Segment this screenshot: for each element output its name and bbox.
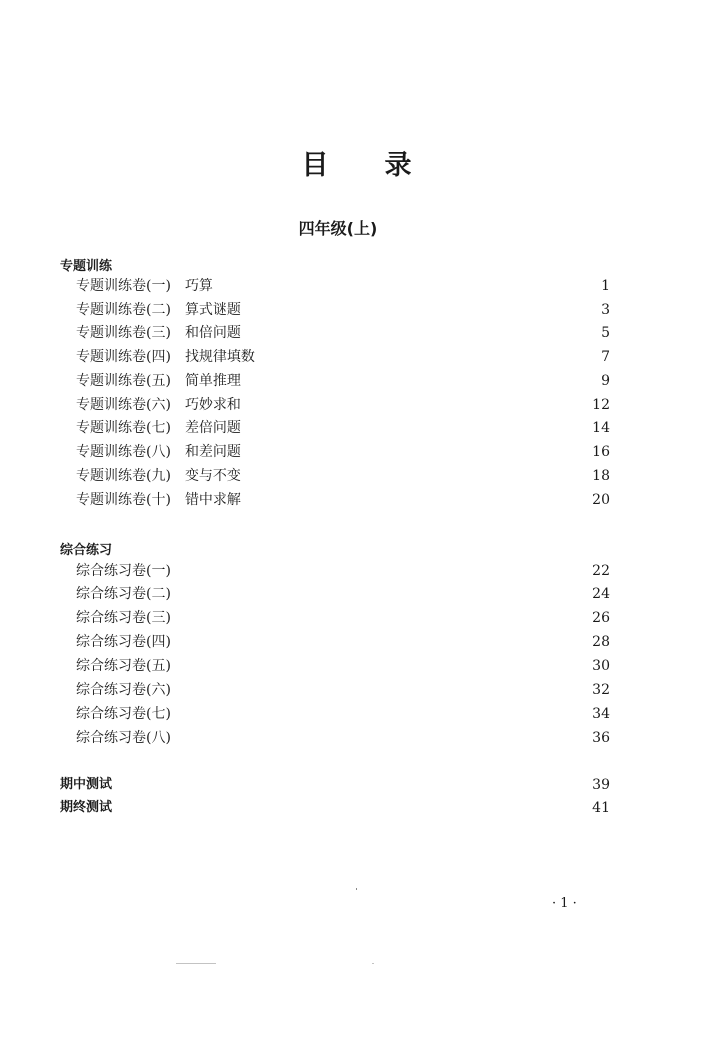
dot-leader (259, 347, 582, 367)
section-heading-comprehensive: 综合练习 (60, 543, 113, 558)
toc-entry-label: 期终测试 (60, 800, 113, 815)
scan-speck (356, 888, 357, 890)
toc-entry[interactable] (76, 608, 610, 628)
toc-entry-page: 5 (601, 325, 610, 341)
toc-entry-page: 9 (601, 373, 610, 389)
dot-leader (175, 608, 582, 628)
scan-speck (176, 963, 216, 964)
toc-entry[interactable] (76, 584, 610, 604)
toc-entry[interactable] (76, 347, 610, 367)
dot-leader (245, 442, 582, 462)
dot-leader (175, 728, 582, 748)
toc-entry-label: 专题训练卷(八) (76, 444, 171, 460)
dot-leader (175, 680, 582, 700)
toc-entry-page: 22 (592, 563, 610, 579)
toc-entry-label: 专题训练卷(四) (76, 349, 171, 365)
dot-leader (116, 798, 582, 818)
toc-entry-label: 综合练习卷(五) (76, 658, 171, 674)
toc-entry-page: 7 (601, 349, 610, 365)
dot-leader (245, 466, 582, 486)
dot-leader (245, 418, 582, 438)
toc-entry-label: 专题训练卷(二) (76, 302, 171, 318)
toc-entry-topic: 和倍问题 (184, 325, 241, 341)
toc-entry[interactable] (76, 632, 610, 652)
dot-leader (175, 632, 582, 652)
dot-leader (175, 704, 582, 724)
toc-entry-final[interactable] (60, 798, 610, 818)
toc-entry-topic: 和差问题 (184, 444, 241, 460)
toc-entry-page: 26 (592, 610, 610, 626)
toc-entry-page: 32 (592, 682, 610, 698)
page-number: · 1 · (552, 896, 577, 911)
toc-entry-topic: 巧妙求和 (184, 397, 241, 413)
dot-leader (116, 775, 582, 795)
toc-entry[interactable] (76, 490, 610, 510)
toc-entry-page: 18 (592, 468, 610, 484)
toc-entry-topic: 找规律填数 (184, 349, 255, 365)
scan-speck (372, 963, 374, 964)
toc-entry-label: 综合练习卷(二) (76, 586, 171, 602)
toc-entry-topic: 算式谜题 (184, 302, 241, 318)
page-title (0, 143, 713, 182)
toc-entry[interactable] (76, 466, 610, 486)
toc-entry[interactable] (76, 656, 610, 676)
toc-entry[interactable] (76, 704, 610, 724)
toc-entry[interactable] (76, 728, 610, 748)
toc-entry-page: 12 (592, 397, 610, 413)
toc-entry-label: 专题训练卷(六) (76, 397, 171, 413)
dot-leader (217, 276, 582, 296)
toc-entry-label: 专题训练卷(九) (76, 468, 171, 484)
dot-leader (175, 584, 582, 604)
toc-entry-page: 20 (592, 492, 610, 508)
toc-entry[interactable] (76, 395, 610, 415)
toc-entry[interactable] (76, 418, 610, 438)
toc-entry-page: 14 (592, 420, 610, 436)
dot-leader (245, 490, 582, 510)
toc-entry[interactable] (76, 300, 610, 320)
toc-entry-label: 综合练习卷(三) (76, 610, 171, 626)
toc-entry-page: 1 (601, 278, 610, 294)
page-title-right: 录 (384, 150, 412, 181)
page-title-left: 目 (301, 150, 329, 181)
toc-entry-label: 专题训练卷(十) (76, 492, 171, 508)
dot-leader (175, 561, 582, 581)
toc-entry-label: 期中测试 (60, 777, 113, 792)
dot-leader (245, 300, 582, 320)
toc-entry-topic: 巧算 (184, 278, 213, 294)
toc-entry-page: 3 (601, 302, 610, 318)
toc-entry-topic: 简单推理 (184, 373, 241, 389)
dot-leader (245, 395, 582, 415)
toc-entry[interactable] (76, 442, 610, 462)
dot-leader (245, 371, 582, 391)
dot-leader (175, 656, 582, 676)
toc-entry-label: 专题训练卷(三) (76, 325, 171, 341)
toc-entry[interactable] (76, 323, 610, 343)
toc-entry-topic: 错中求解 (184, 492, 241, 508)
toc-entry-page: 39 (592, 777, 610, 793)
toc-entry-page: 30 (592, 658, 610, 674)
toc-entry-label: 综合练习卷(一) (76, 563, 171, 579)
toc-entry[interactable] (76, 276, 610, 296)
toc-entry-page: 41 (592, 800, 610, 816)
toc-entry-label: 专题训练卷(五) (76, 373, 171, 389)
toc-entry-label: 专题训练卷(七) (76, 420, 171, 436)
toc-entry[interactable] (76, 680, 610, 700)
toc-entry-page: 34 (592, 706, 610, 722)
toc-entry-label: 专题训练卷(一) (76, 278, 171, 294)
toc-entry-label: 综合练习卷(四) (76, 634, 171, 650)
toc-entry-page: 36 (592, 730, 610, 746)
toc-entry-page: 28 (592, 634, 610, 650)
toc-entry-label: 综合练习卷(八) (76, 730, 171, 746)
toc-entry[interactable] (76, 561, 610, 581)
toc-entry-label: 综合练习卷(七) (76, 706, 171, 722)
toc-entry-topic: 差倍问题 (184, 420, 241, 436)
toc-entry-page: 24 (592, 586, 610, 602)
toc-entry-topic: 变与不变 (184, 468, 241, 484)
toc-entry-label: 综合练习卷(六) (76, 682, 171, 698)
dot-leader (245, 323, 582, 343)
section-heading-special: 专题训练 (60, 259, 113, 274)
toc-entry-midterm[interactable] (60, 775, 610, 795)
toc-entry[interactable] (76, 371, 610, 391)
grade-title: 四年级(上) (298, 219, 378, 238)
toc-entry-page: 16 (592, 444, 610, 460)
